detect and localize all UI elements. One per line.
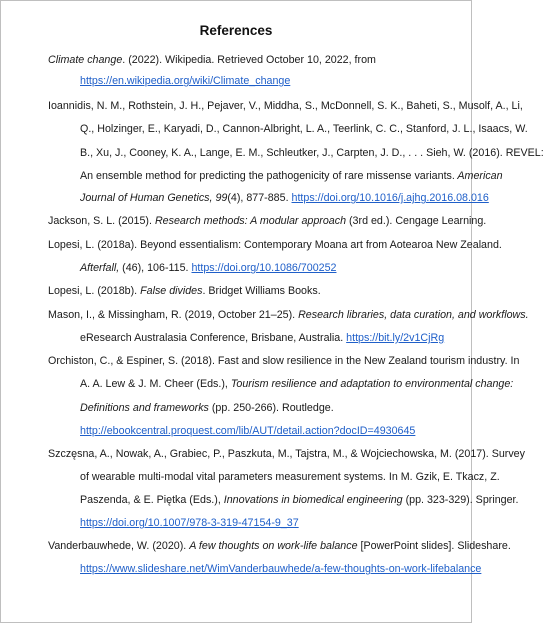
reference-text: Orchiston, C., & Espiner, S. (2018). Fast and slow resilience in the New Zealand tourism industry. In [48,355,520,367]
reference-line [80,377,514,391]
reference-title: Climate change [48,54,123,66]
reference-title: False divides [140,285,203,297]
reference-text: [PowerPoint slides]. Slideshare. [357,540,511,552]
reference-text: Q., Holzinger, E., Karyadi, D., Cannon-Albright, L. A., Teerlink, C. C., Stanford, J. L., Isaacs, W. [80,123,528,135]
reference-entry [48,99,523,113]
reference-line [80,331,463,345]
journal-name: American [454,170,503,182]
reference-text: B., Xu, J., Cooney, K. A., Lange, E. M., Schleutker, J., Carpten, J. D., . . . Sieh, W. (2016). REVEL: [80,147,544,159]
book-title: Innovations in biomedical engineering [223,494,403,506]
reference-text: A. A. Lew & J. M. Cheer (Eds.), [80,378,231,390]
book-title: Definitions and frameworks [80,402,209,414]
reference-text: Vanderbauwhede, W. (2020). [48,540,190,552]
reference-text: (pp. 250-266). Routledge. [208,402,334,414]
reference-title: A few thoughts on work-life balance [189,540,358,552]
reference-text: . Bridget Williams Books. [202,285,321,297]
reference-text: (4), 877-885. [227,192,292,204]
reference-line [80,562,482,576]
reference-line [80,261,463,275]
reference-text: eResearch Australasia Conference, Brisbane, Australia. [80,332,347,344]
reference-entry [48,447,525,461]
reference-entry [48,284,463,298]
reference-line [80,493,519,507]
reference-text: (3rd ed.). Cengage Learning. [346,215,487,227]
reference-line [80,122,528,136]
reference-line [80,169,503,183]
reference-line [80,146,544,160]
reference-text: Jackson, S. L. (2015). [48,215,155,227]
reference-link[interactable]: https://www.slideshare.net/WimVanderbauwhede/a-few-thoughts-on-work-lifebalance [80,563,482,575]
reference-text: Lopesi, L. (2018b). [48,285,141,297]
reference-text: Lopesi, L. (2018a). Beyond essentialism: Contemporary Moana art from Aotearoa New Zealand. [48,239,502,251]
page-title: References [199,23,273,38]
reference-entry [48,238,502,252]
reference-entry [48,308,529,322]
reference-line [80,401,463,415]
reference-title: Research libraries, data curation, and workflows. [298,309,529,321]
reference-text: Ioannidis, N. M., Rothstein, J. H., Pejaver, V., Middha, S., McDonnell, S. K., Baheti, S., Musolf, A., Li, [48,100,523,112]
reference-line [80,470,500,484]
reference-text: Mason, I., & Missingham, R. (2019, October 21–25). [48,309,299,321]
reference-link[interactable]: https://doi.org/10.1007/978-3-319-47154-9_37 [80,517,299,529]
reference-text: Paszenda, & E. Piętka (Eds.), [80,494,224,506]
reference-line [80,191,489,205]
reference-line [80,74,463,88]
reference-text: (46), 106-115. [119,262,192,274]
reference-text: An ensemble method for predicting the pathogenicity of rare missense variants. [80,170,455,182]
reference-entry [48,214,487,228]
reference-entry [48,354,520,368]
reference-entry [48,539,511,553]
book-title: Tourism resilience and adaptation to environmental change: [230,378,514,390]
reference-link[interactable]: http://ebookcentral.proquest.com/lib/AUT/detail.action?docID=4930645 [80,425,416,437]
reference-entry [48,53,463,67]
reference-line [80,516,463,530]
reference-text: of wearable multi-modal vital parameters measurement systems. In M. Gzik, E. Tkacz, Z. [80,471,500,483]
reference-text: (pp. 323-329). Springer. [402,494,519,506]
journal-name: Journal of Human Genetics, 99 [80,192,228,204]
journal-name: Afterfall, [80,262,120,274]
reference-line [80,424,463,438]
reference-link[interactable]: https://en.wikipedia.org/wiki/Climate_change [80,75,291,87]
reference-title: Research methods: A modular approach [154,215,347,227]
reference-text: . (2022). Wikipedia. Retrieved October 10, 2022, from [122,54,376,66]
reference-text: Szczęsna, A., Nowak, A., Grabiec, P., Paszkuta, M., Tajstra, M., & Wojciechowska, M. (2017). Survey [48,448,525,460]
reference-link[interactable]: https://bit.ly/2v1CjRg [346,332,445,344]
reference-link[interactable]: https://doi.org/10.1086/700252 [191,262,337,274]
reference-link[interactable]: https://doi.org/10.1016/j.ajhg.2016.08.016 [291,192,489,204]
